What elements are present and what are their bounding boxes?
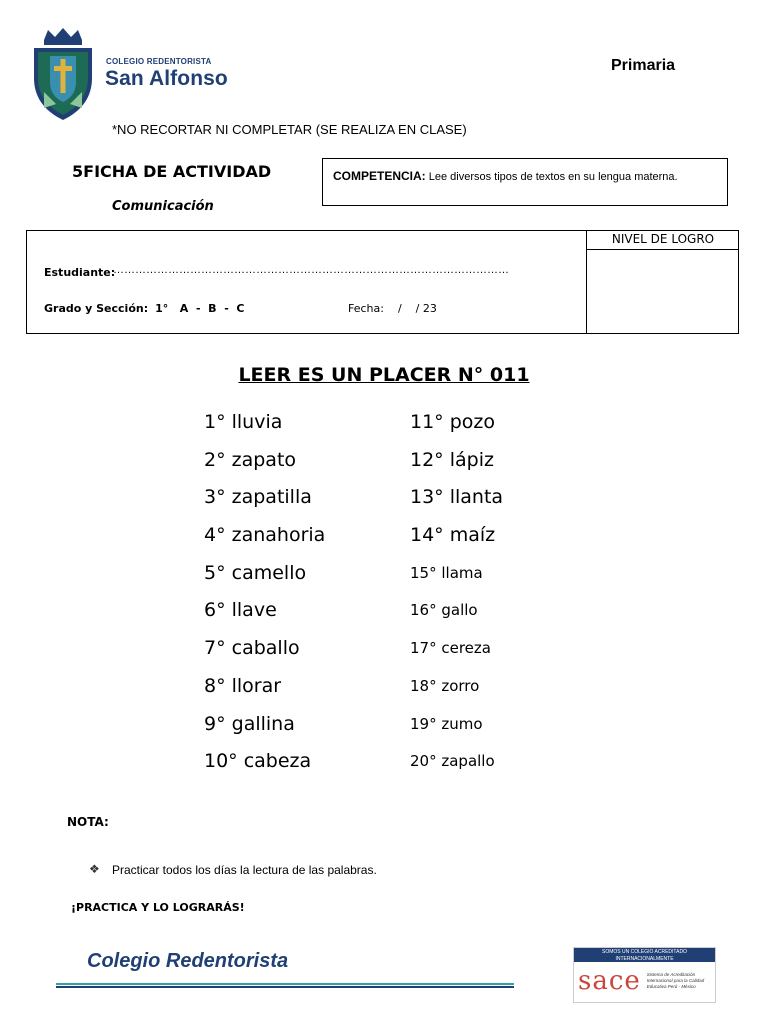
list-item: 8° llorar — [204, 674, 282, 697]
grado-seccion — [44, 302, 245, 315]
fecha-field: Fecha: / / 23 — [348, 302, 437, 315]
sace-banner: SOMOS UN COLEGIO ACREDITADO INTERNACIONALMENTE — [574, 948, 715, 962]
student-label: Estudiante: — [44, 266, 116, 279]
list-item: 3° zapatilla — [204, 486, 312, 509]
closing-text: ¡PRACTICA Y LO LOGRARÁS! — [71, 901, 245, 914]
footer-divider — [56, 983, 514, 988]
competencia-text: Lee diversos tipos de textos en su lengua materna. — [425, 171, 678, 183]
list-item: 2° zapato — [204, 448, 297, 471]
subject-label: Comunicación — [112, 199, 214, 214]
list-item: 11° pozo — [410, 411, 495, 433]
level-label: Primaria — [611, 57, 676, 74]
footer-school-name: Colegio Redentorista — [87, 950, 289, 972]
sace-logo-text: sace — [578, 966, 641, 996]
nota-label: NOTA: — [67, 815, 109, 829]
grado-label: Grado y Sección: — [44, 302, 149, 315]
list-item: 6° llave — [204, 599, 277, 622]
school-crest-logo — [30, 26, 96, 122]
diamond-bullet-icon: ❖ — [89, 862, 100, 876]
list-item: 10° cabeza — [204, 750, 312, 773]
list-item: 13° llanta — [410, 486, 504, 509]
student-name-line: ……………………………………………………………………………………………… — [113, 264, 509, 276]
reading-title: LEER ES UN PLACER N° 011 — [238, 364, 530, 386]
sace-accreditation-badge — [573, 947, 716, 1003]
list-item: 16° gallo — [410, 601, 478, 620]
list-item: 9° gallina — [204, 712, 295, 735]
list-item: 17° cereza — [410, 639, 491, 658]
note-bullet-text: Practicar todos los días la lectura de las palabras. — [112, 863, 377, 877]
sace-description: Sistema de Acreditación Internacional para la Calidad Educativa Perú - México — [646, 972, 705, 989]
list-item: 7° caballo — [204, 637, 300, 660]
school-name-small: COLEGIO REDENTORISTA — [106, 57, 212, 66]
word-list-col1 — [204, 408, 325, 785]
list-item: 15° llama — [410, 563, 483, 582]
list-item: 14° maíz — [410, 524, 496, 547]
school-name: San Alfonso — [105, 67, 228, 90]
list-item: 20° zapallo — [410, 752, 495, 771]
notice-text: *NO RECORTAR NI COMPLETAR (SE REALIZA EN CLASE) — [112, 122, 467, 137]
list-item: 4° zanahoria — [204, 524, 326, 547]
list-item: 5° camello — [204, 561, 307, 584]
list-item: 1° lluvia — [204, 411, 283, 433]
grado-value: 1° A - B - C — [155, 302, 245, 315]
list-item: 18° zorro — [410, 676, 480, 695]
competencia-box — [322, 158, 728, 206]
list-item: 19° zumo — [410, 714, 483, 733]
word-list-col2 — [410, 408, 503, 785]
ficha-title: 5FICHA DE ACTIVIDAD — [72, 162, 272, 181]
list-item: 12° lápiz — [410, 448, 494, 471]
competencia-label: COMPETENCIA: — [333, 169, 426, 183]
nivel-de-logro-header: NIVEL DE LOGRO — [586, 230, 739, 250]
